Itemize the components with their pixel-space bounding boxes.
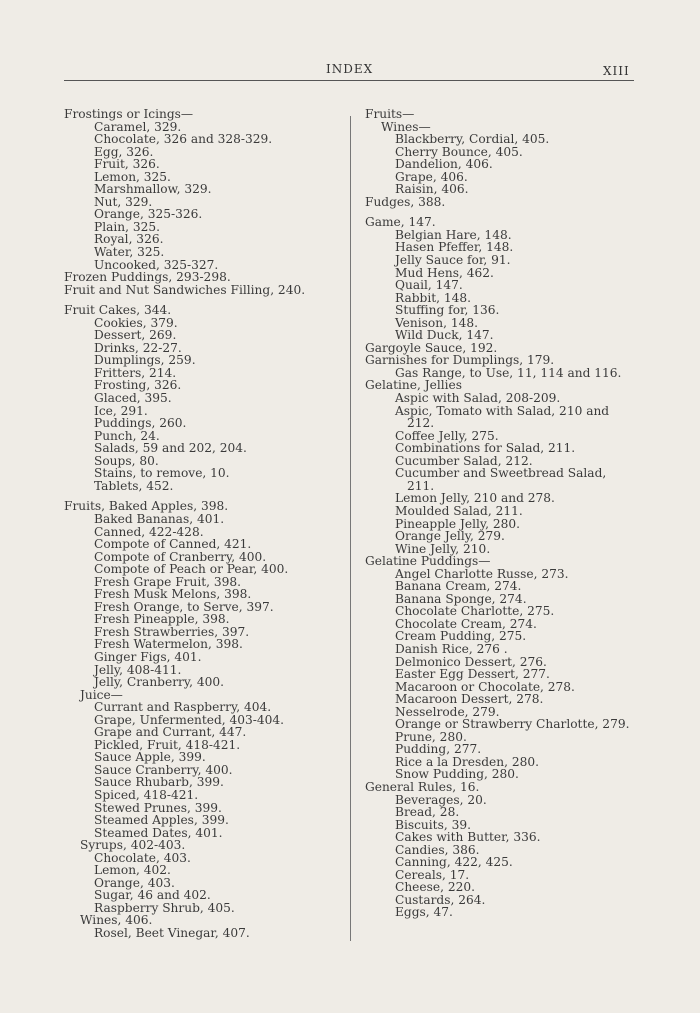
index-entry: Fresh Pineapple, 398.	[94, 612, 230, 627]
index-entry: Combinations for Salad, 211.	[395, 441, 576, 456]
index-entry: Gas Range, to Use, 11, 114 and 116.	[395, 365, 622, 380]
index-entry: Aspic, Tomato with Salad, 210 and 212.	[395, 403, 610, 431]
index-heading: Garnishes for Dumplings, 179.	[365, 353, 555, 368]
index-entry: Grape and Currant, 447.	[94, 725, 247, 740]
index-entry: Juice—	[80, 687, 123, 702]
index-entry: Mud Hens, 462.	[395, 265, 494, 280]
index-entry: Caramel, 329.	[94, 119, 182, 134]
index-entry: Glaced, 395.	[94, 391, 172, 406]
index-entry: Prune, 280.	[395, 729, 467, 744]
index-entry: Macaroon or Chocolate, 278.	[395, 679, 575, 694]
index-entry: Egg, 326.	[94, 144, 154, 159]
index-entry: Bread, 28.	[395, 805, 460, 820]
index-heading: Frozen Puddings, 293-298.	[64, 270, 231, 285]
index-entry: Cakes with Butter, 336.	[395, 830, 541, 845]
index-heading: Gargoyle Sauce, 192.	[365, 340, 498, 355]
index-entry: Wild Duck, 147.	[395, 328, 494, 343]
index-entry: Moulded Salad, 211.	[395, 503, 523, 518]
index-entry: Puddings, 260.	[94, 416, 187, 431]
index-entry: Cheese, 220.	[395, 880, 475, 895]
header-rule	[64, 80, 634, 81]
index-entry: Coffee Jelly, 275.	[395, 428, 499, 443]
index-entry: Dumplings, 259.	[94, 353, 196, 368]
index-entry: Quail, 147.	[395, 278, 463, 293]
index-entry: Chocolate Cream, 274.	[395, 616, 537, 631]
index-entry: Fresh Watermelon, 398.	[94, 637, 243, 652]
index-entry: Raisin, 406.	[395, 182, 469, 197]
index-entry: Sauce Cranberry, 400.	[94, 762, 233, 777]
index-entry: Pudding, 277.	[395, 742, 482, 757]
index-entry: Grape, 406.	[395, 169, 468, 184]
index-column-right	[365, 108, 637, 919]
index-entry: Biscuits, 39.	[395, 817, 471, 832]
index-entry: Canning, 422, 425.	[395, 855, 513, 870]
index-entry: Sauce Apple, 399.	[94, 750, 206, 765]
index-entry: Stuffing for, 136.	[395, 303, 500, 318]
index-heading: Frostings or Icings—	[64, 107, 194, 121]
index-entry: Rabbit, 148.	[395, 290, 472, 305]
index-entry: Banana Cream, 274.	[395, 579, 522, 594]
index-entry: Cream Pudding, 275.	[395, 629, 527, 644]
index-entry: Dandelion, 406.	[395, 157, 493, 172]
index-entry: Fritters, 214.	[94, 365, 177, 380]
index-entry: Cucumber and Sweetbread Salad, 211.	[395, 466, 607, 493]
index-entry: Chocolate, 403.	[94, 850, 191, 865]
index-heading: Fruit Cakes, 344.	[64, 303, 172, 318]
index-entry: Salads, 59 and 202, 204.	[94, 441, 247, 456]
index-entry: Raspberry Shrub, 405.	[94, 900, 235, 915]
index-entry: Baked Bananas, 401.	[94, 511, 225, 526]
index-entry: Aspic with Salad, 208-209.	[395, 391, 561, 406]
index-heading: Fruits—	[365, 107, 415, 121]
index-heading: Fruit and Nut Sandwiches Filling, 240.	[64, 282, 306, 297]
index-entry: Macaroon Dessert, 278.	[395, 692, 544, 707]
index-entry: Plain, 325.	[94, 219, 160, 234]
index-entry: Orange Jelly, 279.	[395, 529, 505, 544]
index-entry: Cherry Bounce, 405.	[395, 144, 523, 159]
index-entry: Lemon, 402.	[94, 863, 171, 878]
index-entry: Royal, 326.	[94, 232, 164, 247]
index-entry: Sugar, 46 and 402.	[94, 888, 211, 903]
index-entry: Syrups, 402-403.	[80, 838, 186, 853]
column-divider	[350, 116, 351, 941]
index-entry: Spiced, 418-421.	[94, 787, 199, 802]
index-entry: Water, 325.	[94, 245, 165, 260]
index-entry: Orange, 325-326.	[94, 207, 203, 222]
index-entry: Wine Jelly, 210.	[395, 541, 491, 556]
index-entry: Delmonico Dessert, 276.	[395, 654, 547, 669]
index-entry: Steamed Apples, 399.	[94, 813, 229, 828]
index-entry: Blackberry, Cordial, 405.	[395, 132, 550, 147]
index-entry: Lemon, 325.	[94, 169, 171, 184]
page-number: XIII	[603, 64, 630, 78]
index-entry: Uncooked, 325-327.	[94, 257, 219, 272]
index-entry: Rice a la Dresden, 280.	[395, 754, 539, 769]
index-entry: Easter Egg Dessert, 277.	[395, 667, 550, 682]
index-entry: Rosel, Beet Vinegar, 407.	[94, 926, 250, 940]
index-entry: Hasen Pfeffer, 148.	[395, 240, 514, 255]
index-entry: Belgian Hare, 148.	[395, 227, 512, 242]
index-entry: Frosting, 326.	[94, 378, 182, 393]
index-entry: Fresh Musk Melons, 398.	[94, 587, 252, 602]
index-entry: Cucumber Salad, 212.	[395, 453, 533, 468]
index-entry: Currant and Raspberry, 404.	[94, 700, 272, 715]
index-entry: Ice, 291.	[94, 403, 148, 418]
index-entry: Jelly, 408-411.	[94, 662, 182, 677]
index-entry: Fresh Grape Fruit, 398.	[94, 574, 241, 589]
index-entry: Cereals, 17.	[395, 867, 470, 882]
index-entry: Angel Charlotte Russe, 273.	[395, 566, 569, 581]
index-entry: Jelly, Cranberry, 400.	[94, 675, 224, 690]
index-entry: Compote of Peach or Pear, 400.	[94, 562, 289, 577]
index-entry: Danish Rice, 276 .	[395, 641, 508, 656]
index-entry: Marshmallow, 329.	[94, 182, 212, 197]
index-entry: Fresh Orange, to Serve, 397.	[94, 599, 274, 614]
index-entry: Pineapple Jelly, 280.	[395, 516, 521, 531]
index-entry: Chocolate Charlotte, 275.	[395, 604, 555, 619]
index-entry: Pickled, Fruit, 418-421.	[94, 737, 241, 752]
index-entry: Nut, 329.	[94, 194, 153, 209]
index-entry: Jelly Sauce for, 91.	[395, 253, 511, 268]
index-entry: Chocolate, 326 and 328-329.	[94, 132, 273, 147]
index-heading: Fudges, 388.	[365, 194, 446, 209]
index-entry: Dessert, 269.	[94, 328, 177, 343]
index-entry: Stewed Prunes, 399.	[94, 800, 222, 815]
index-entry: Fruit, 326.	[94, 157, 160, 172]
index-entry: Custards, 264.	[395, 892, 486, 907]
index-heading: Fruits, Baked Apples, 398.	[64, 499, 229, 514]
index-heading: Gelatine Puddings—	[365, 554, 491, 569]
index-entry: Ginger Figs, 401.	[94, 649, 202, 664]
index-entry: Orange, 403.	[94, 875, 175, 890]
index-entry: Snow Pudding, 280.	[395, 767, 519, 782]
index-entry: Lemon Jelly, 210 and 278.	[395, 491, 555, 506]
index-entry: Cookies, 379.	[94, 315, 178, 330]
index-entry: Wines, 406.	[80, 913, 153, 928]
index-entry: Beverages, 20.	[395, 792, 487, 807]
index-heading: Game, 147.	[365, 215, 436, 230]
index-entry: Nesselrode, 279.	[395, 704, 500, 719]
index-entry: Drinks, 22-27.	[94, 340, 182, 355]
index-heading: Gelatine, Jellies	[365, 378, 462, 393]
index-entry: Candies, 386.	[395, 842, 480, 857]
index-entry: Grape, Unfermented, 403-404.	[94, 712, 285, 727]
index-entry: Venison, 148.	[395, 315, 478, 330]
index-entry: Eggs, 47.	[395, 905, 453, 920]
index-entry: Tablets, 452.	[94, 478, 174, 493]
index-entry: Compote of Canned, 421.	[94, 537, 252, 552]
index-entry: Stains, to remove, 10.	[94, 466, 230, 481]
index-entry: Punch, 24.	[94, 428, 160, 443]
index-entry: Compote of Cranberry, 400.	[94, 549, 267, 564]
index-entry: Orange or Strawberry Charlotte, 279.	[395, 717, 630, 732]
index-entry: Soups, 80.	[94, 453, 159, 468]
index-entry: Banana Sponge, 274.	[395, 591, 527, 606]
index-entry: Steamed Dates, 401.	[94, 825, 223, 840]
index-heading: General Rules, 16.	[365, 779, 480, 794]
running-head: INDEX	[326, 62, 374, 76]
index-entry: Canned, 422-428.	[94, 524, 204, 539]
index-column-left	[64, 108, 344, 940]
index-entry: Sauce Rhubarb, 399.	[94, 775, 224, 790]
index-entry: Wines—	[381, 119, 431, 134]
index-entry: Fresh Strawberries, 397.	[94, 624, 250, 639]
